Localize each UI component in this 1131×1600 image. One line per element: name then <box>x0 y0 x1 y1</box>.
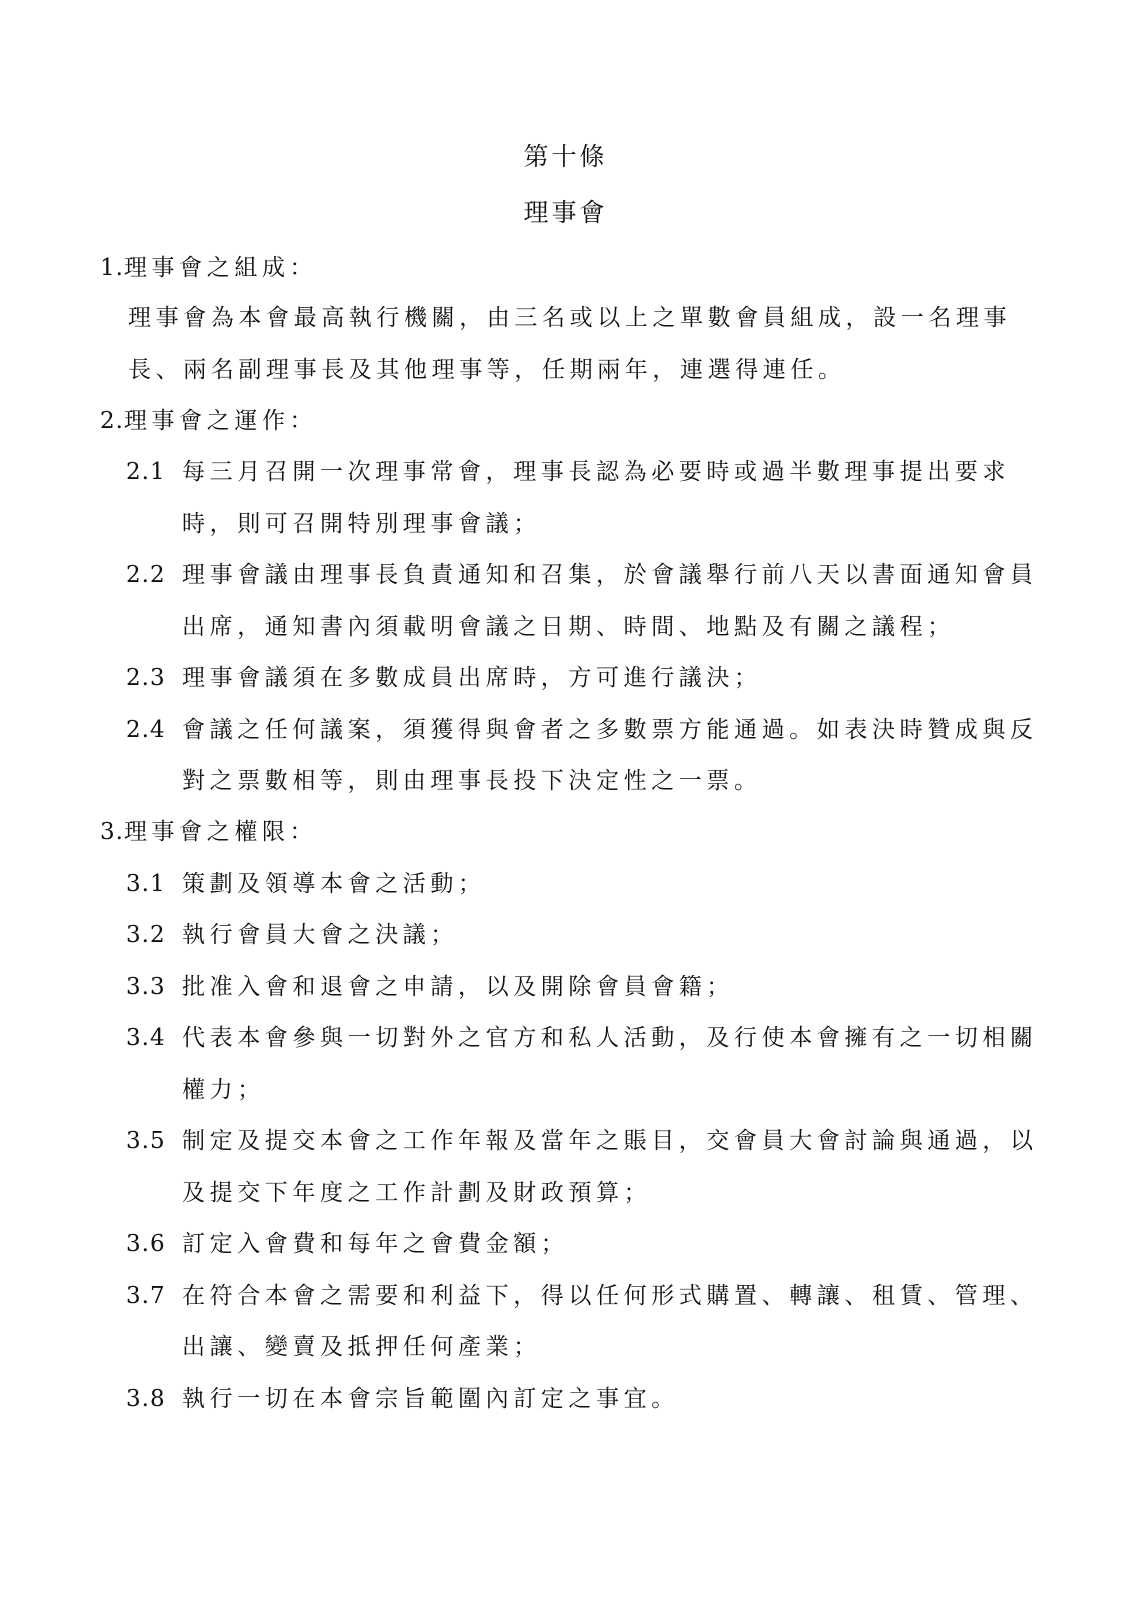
item-number: 2.4 <box>126 717 166 743</box>
section-heading-text: 理事會之運作： <box>123 408 318 434</box>
item-continuation: 及提交下年度之工作計劃及財政預算； <box>182 1180 652 1206</box>
item-text: 代表本會參與一切對外之官方和私人活動，及行使本會擁有之一切相關 <box>182 1025 1038 1051</box>
list-item <box>126 1383 679 1415</box>
list-item <box>126 1228 568 1260</box>
item-text: 理事會議須在多數成員出席時，方可進行議決； <box>182 665 762 691</box>
item-continuation: 對之票數相等，則由理事長投下決定性之一票。 <box>182 768 762 794</box>
list-item <box>126 1022 1038 1054</box>
item-text: 策劃及領導本會之活動； <box>182 871 486 897</box>
item-number: 3.6 <box>126 1231 166 1257</box>
item-number: 3.8 <box>126 1386 166 1412</box>
item-number: 2.1 <box>126 459 166 485</box>
item-text: 在符合本會之需要和利益下，得以任何形式購置、轉讓、租賃、管理、 <box>182 1283 1038 1309</box>
list-item <box>126 868 486 900</box>
list-item <box>126 559 1038 591</box>
section-number: 3. <box>100 819 124 845</box>
item-text: 理事會議由理事長負責通知和召集，於會議舉行前八天以書面通知會員 <box>182 562 1038 588</box>
item-text: 每三月召開一次理事常會，理事長認為必要時或過半數理事提出要求 <box>182 459 1010 485</box>
item-text: 執行一切在本會宗旨範圍內訂定之事宜。 <box>182 1386 679 1412</box>
list-item <box>126 1280 1038 1312</box>
list-item <box>126 714 1038 746</box>
list-item <box>126 1125 1038 1157</box>
item-text: 制定及提交本會之工作年報及當年之賬目，交會員大會討論與通過，以 <box>182 1128 1038 1154</box>
item-continuation: 時，則可召開特別理事會議； <box>182 511 541 537</box>
section-heading <box>100 405 317 437</box>
item-number: 2.2 <box>126 562 166 588</box>
list-item <box>126 919 458 951</box>
item-number: 3.2 <box>126 922 166 948</box>
article-number: 第十條 <box>523 142 608 171</box>
list-item <box>126 456 1010 488</box>
section-heading <box>100 816 317 848</box>
item-number: 3.1 <box>126 871 166 897</box>
list-item <box>126 662 762 694</box>
section-number: 2. <box>100 408 124 434</box>
item-number: 3.3 <box>126 974 166 1000</box>
item-text: 執行會員大會之決議； <box>182 922 458 948</box>
item-number: 3.5 <box>126 1128 166 1154</box>
paragraph-line: 理事會為本會最高執行機關，由三名或以上之單數會員組成，設一名理事 <box>128 305 1012 331</box>
list-item <box>126 971 734 1003</box>
item-continuation: 權力； <box>182 1077 265 1103</box>
item-number: 3.7 <box>126 1283 166 1309</box>
article-title: 理事會 <box>523 198 608 227</box>
item-continuation: 出讓、變賣及抵押任何產業； <box>182 1334 541 1360</box>
item-text: 訂定入會費和每年之會費金額； <box>182 1231 569 1257</box>
item-text: 會議之任何議案，須獲得與會者之多數票方能通過。如表決時贊成與反 <box>182 717 1038 743</box>
section-number: 1. <box>100 255 124 281</box>
paragraph-line: 長、兩名副理事長及其他理事等，任期兩年，連選得連任。 <box>128 357 846 383</box>
section-heading-text: 理事會之組成： <box>123 255 318 281</box>
item-number: 2.3 <box>126 665 166 691</box>
item-number: 3.4 <box>126 1025 166 1051</box>
item-text: 批准入會和退會之申請，以及開除會員會籍； <box>182 974 734 1000</box>
section-heading <box>100 252 317 284</box>
item-continuation: 出席，通知書內須載明會議之日期、時間、地點及有關之議程； <box>182 614 955 640</box>
section-heading-text: 理事會之權限： <box>123 819 318 845</box>
